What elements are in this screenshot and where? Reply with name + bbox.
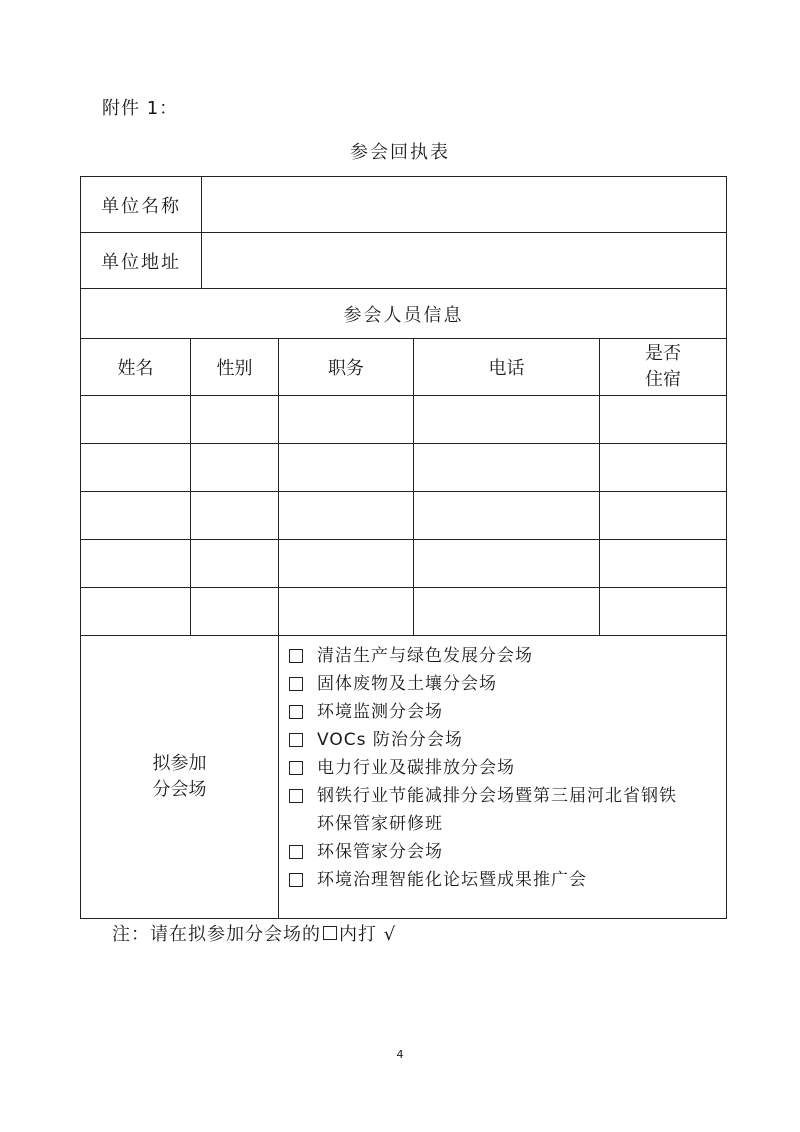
participant-phone-cell[interactable] (414, 588, 600, 636)
participant-gender-cell[interactable] (191, 444, 279, 492)
participant-phone-cell[interactable] (414, 492, 600, 540)
venue-option-label-line1: 钢铁行业节能减排分会场暨第三届河北省钢铁 (317, 786, 677, 806)
col-header-accommodation-line2: 住宿 (645, 369, 681, 390)
venue-option-label (317, 782, 677, 838)
venue-option-environmental-monitoring[interactable] (289, 698, 726, 726)
participant-gender-cell[interactable] (191, 588, 279, 636)
participant-position-cell[interactable] (279, 492, 414, 540)
venue-option-label: 环境监测分会场 (317, 702, 443, 722)
participant-row (81, 540, 727, 588)
participant-accommodation-cell[interactable] (600, 444, 727, 492)
venue-label-line1: 拟参加 (152, 753, 207, 774)
participant-position-cell[interactable] (279, 540, 414, 588)
venue-option-label: 电力行业及碳排放分会场 (317, 758, 515, 778)
note-suffix: 内打 √ (339, 924, 397, 945)
participant-gender-cell[interactable] (191, 396, 279, 444)
org-name-field[interactable] (202, 177, 727, 233)
participant-phone-cell[interactable] (414, 396, 600, 444)
page-number: 4 (396, 1048, 404, 1061)
participant-accommodation-cell[interactable] (600, 492, 727, 540)
venue-option-smart-governance[interactable] (289, 866, 726, 894)
registration-form-table (80, 176, 727, 919)
form-title: 参会回执表 (350, 142, 450, 163)
venue-option-label-line2: 环保管家研修班 (317, 814, 443, 834)
venue-option-steel-industry[interactable] (289, 782, 726, 838)
org-address-field[interactable] (202, 233, 727, 289)
participant-row (81, 444, 727, 492)
col-header-accommodation (600, 339, 727, 396)
note-prefix: 注：请在拟参加分会场的 (112, 924, 321, 945)
col-header-phone: 电话 (414, 339, 600, 396)
col-header-gender: 性别 (191, 339, 279, 396)
col-header-name: 姓名 (81, 339, 191, 396)
participant-row (81, 492, 727, 540)
venue-option-vocs[interactable] (289, 726, 726, 754)
checkbox-icon[interactable] (289, 873, 303, 887)
venue-option-solid-waste[interactable] (289, 670, 726, 698)
participant-phone-cell[interactable] (414, 444, 600, 492)
participant-row (81, 588, 727, 636)
form-note (112, 920, 396, 946)
participant-name-cell[interactable] (81, 492, 191, 540)
participant-gender-cell[interactable] (191, 540, 279, 588)
participant-phone-cell[interactable] (414, 540, 600, 588)
participant-position-cell[interactable] (279, 396, 414, 444)
checkbox-icon[interactable] (289, 677, 303, 691)
org-address-label: 单位地址 (81, 233, 202, 289)
col-header-accommodation-line1: 是否 (645, 343, 681, 364)
participant-name-cell[interactable] (81, 588, 191, 636)
participant-accommodation-cell[interactable] (600, 540, 727, 588)
participant-position-cell[interactable] (279, 444, 414, 492)
checkbox-icon (323, 926, 337, 940)
participant-accommodation-cell[interactable] (600, 396, 727, 444)
checkbox-icon[interactable] (289, 789, 303, 803)
checkbox-icon[interactable] (289, 649, 303, 663)
venue-option-label: VOCs 防治分会场 (317, 730, 463, 750)
venue-option-label: 环保管家分会场 (317, 842, 443, 862)
checkbox-icon[interactable] (289, 705, 303, 719)
col-header-position: 职务 (279, 339, 414, 396)
venue-option-env-steward[interactable] (289, 838, 726, 866)
checkbox-icon[interactable] (289, 733, 303, 747)
participant-row (81, 396, 727, 444)
participant-name-cell[interactable] (81, 444, 191, 492)
participant-gender-cell[interactable] (191, 492, 279, 540)
org-name-label: 单位名称 (81, 177, 202, 233)
participant-position-cell[interactable] (279, 588, 414, 636)
venue-options (279, 636, 727, 919)
venue-label-line2: 分会场 (152, 779, 207, 800)
venue-option-cleaner-production[interactable] (289, 642, 726, 670)
venue-option-label: 环境治理智能化论坛暨成果推广会 (317, 870, 587, 890)
attachment-label: 附件 1： (102, 98, 179, 119)
venue-label-cell (81, 636, 279, 919)
participants-section-header: 参会人员信息 (81, 289, 727, 339)
venue-option-power-carbon[interactable] (289, 754, 726, 782)
participant-accommodation-cell[interactable] (600, 588, 727, 636)
venue-option-label: 固体废物及土壤分会场 (317, 674, 497, 694)
checkbox-icon[interactable] (289, 845, 303, 859)
participant-name-cell[interactable] (81, 396, 191, 444)
participant-name-cell[interactable] (81, 540, 191, 588)
venue-option-label: 清洁生产与绿色发展分会场 (317, 646, 533, 666)
checkbox-icon[interactable] (289, 761, 303, 775)
